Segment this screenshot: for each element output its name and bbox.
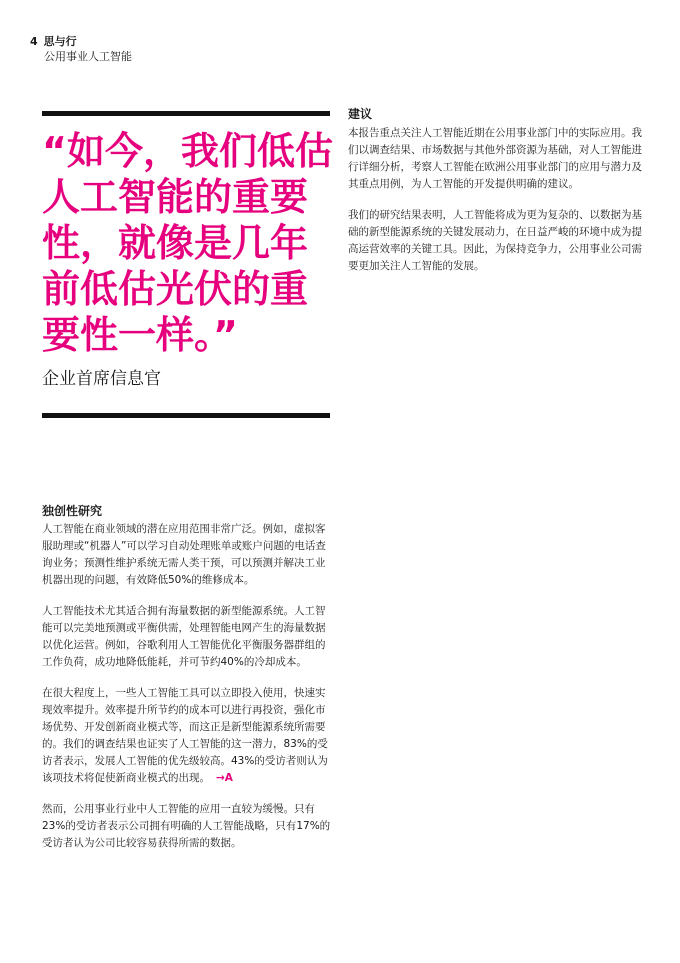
quote-top-rule [42, 111, 330, 116]
research-section [42, 503, 334, 866]
page-header [30, 34, 132, 64]
research-paragraph-2: 人工智能技术尤其适合拥有海量数据的新型能源系统。人工智能可以完美地预测或平衡供需，处理智能电网产生的海量数据以优化运营。例如，谷歌利用人工智能优化平衡服务器群组的工作负荷，成功地降低能耗，并可节约40%的冷却成本。 [42, 605, 326, 668]
recommendation-section [348, 106, 646, 289]
research-paragraph-1: 人工智能在商业领域的潜在应用范围非常广泛。例如，虚拟客服助理或“机器人”可以学习自动处理账单或账户问题的电话查询业务；预测性维护系统无需人类干预，可以预测并解决工业机器出现的问题，有效降低50%的维修成本。 [42, 523, 326, 586]
crossref-link[interactable]: →A [216, 772, 233, 784]
pull-quote: “如今，我们低估人工智能的重要性，就像是几年前低估光伏的重要性一样。” [42, 129, 333, 357]
recommendation-paragraph-2: 我们的研究结果表明，人工智能将成为更为复杂的、以数据为基础的新型能源系统的关键发展动力，在日益严峻的环境中成为提高运营效率的关键工具。因此，为保持竞争力，公用事业公司需要更加关注人工智能的发展。 [348, 209, 642, 272]
research-heading: 独创性研究 [42, 504, 103, 518]
recommendation-heading: 建议 [348, 107, 373, 121]
research-paragraph-3-text: 在很大程度上，一些人工智能工具可以立即投入使用，快速实现效率提升。效率提升所节约的成本可以进行再投资，强化市场优势、开发创新商业模式等，而这正是新型能源系统所需要的。我们的调查结果也证实了人工智能的这一潜力，83%的受访者表示，发展人工智能的优先级较高。43%的受访者则认为该项技术将促使新商业模式的出现。 [42, 687, 328, 784]
section-title: 思与行 [43, 35, 77, 48]
research-paragraph-3 [42, 685, 334, 787]
section-subtitle: 公用事业人工智能 [44, 50, 132, 63]
recommendation-paragraph-1: 本报告重点关注人工智能近期在公用事业部门中的实际应用。我们以调查结果、市场数据与其他外部资源为基础，对人工智能进行详细分析，考察人工智能在欧洲公用事业部门的应用与潜力及其重点用例，为人工智能的开发提供明确的建议。 [348, 127, 642, 190]
research-paragraph-4: 然而，公用事业行业中人工智能的应用一直较为缓慢。只有23%的受访者表示公司拥有明确的人工智能战略，只有17%的受访者认为公司比较容易获得所需的数据。 [42, 803, 331, 849]
quote-attribution: 企业首席信息官 [42, 369, 161, 389]
page-number: 4 [30, 35, 38, 48]
quote-bottom-rule [42, 413, 330, 418]
